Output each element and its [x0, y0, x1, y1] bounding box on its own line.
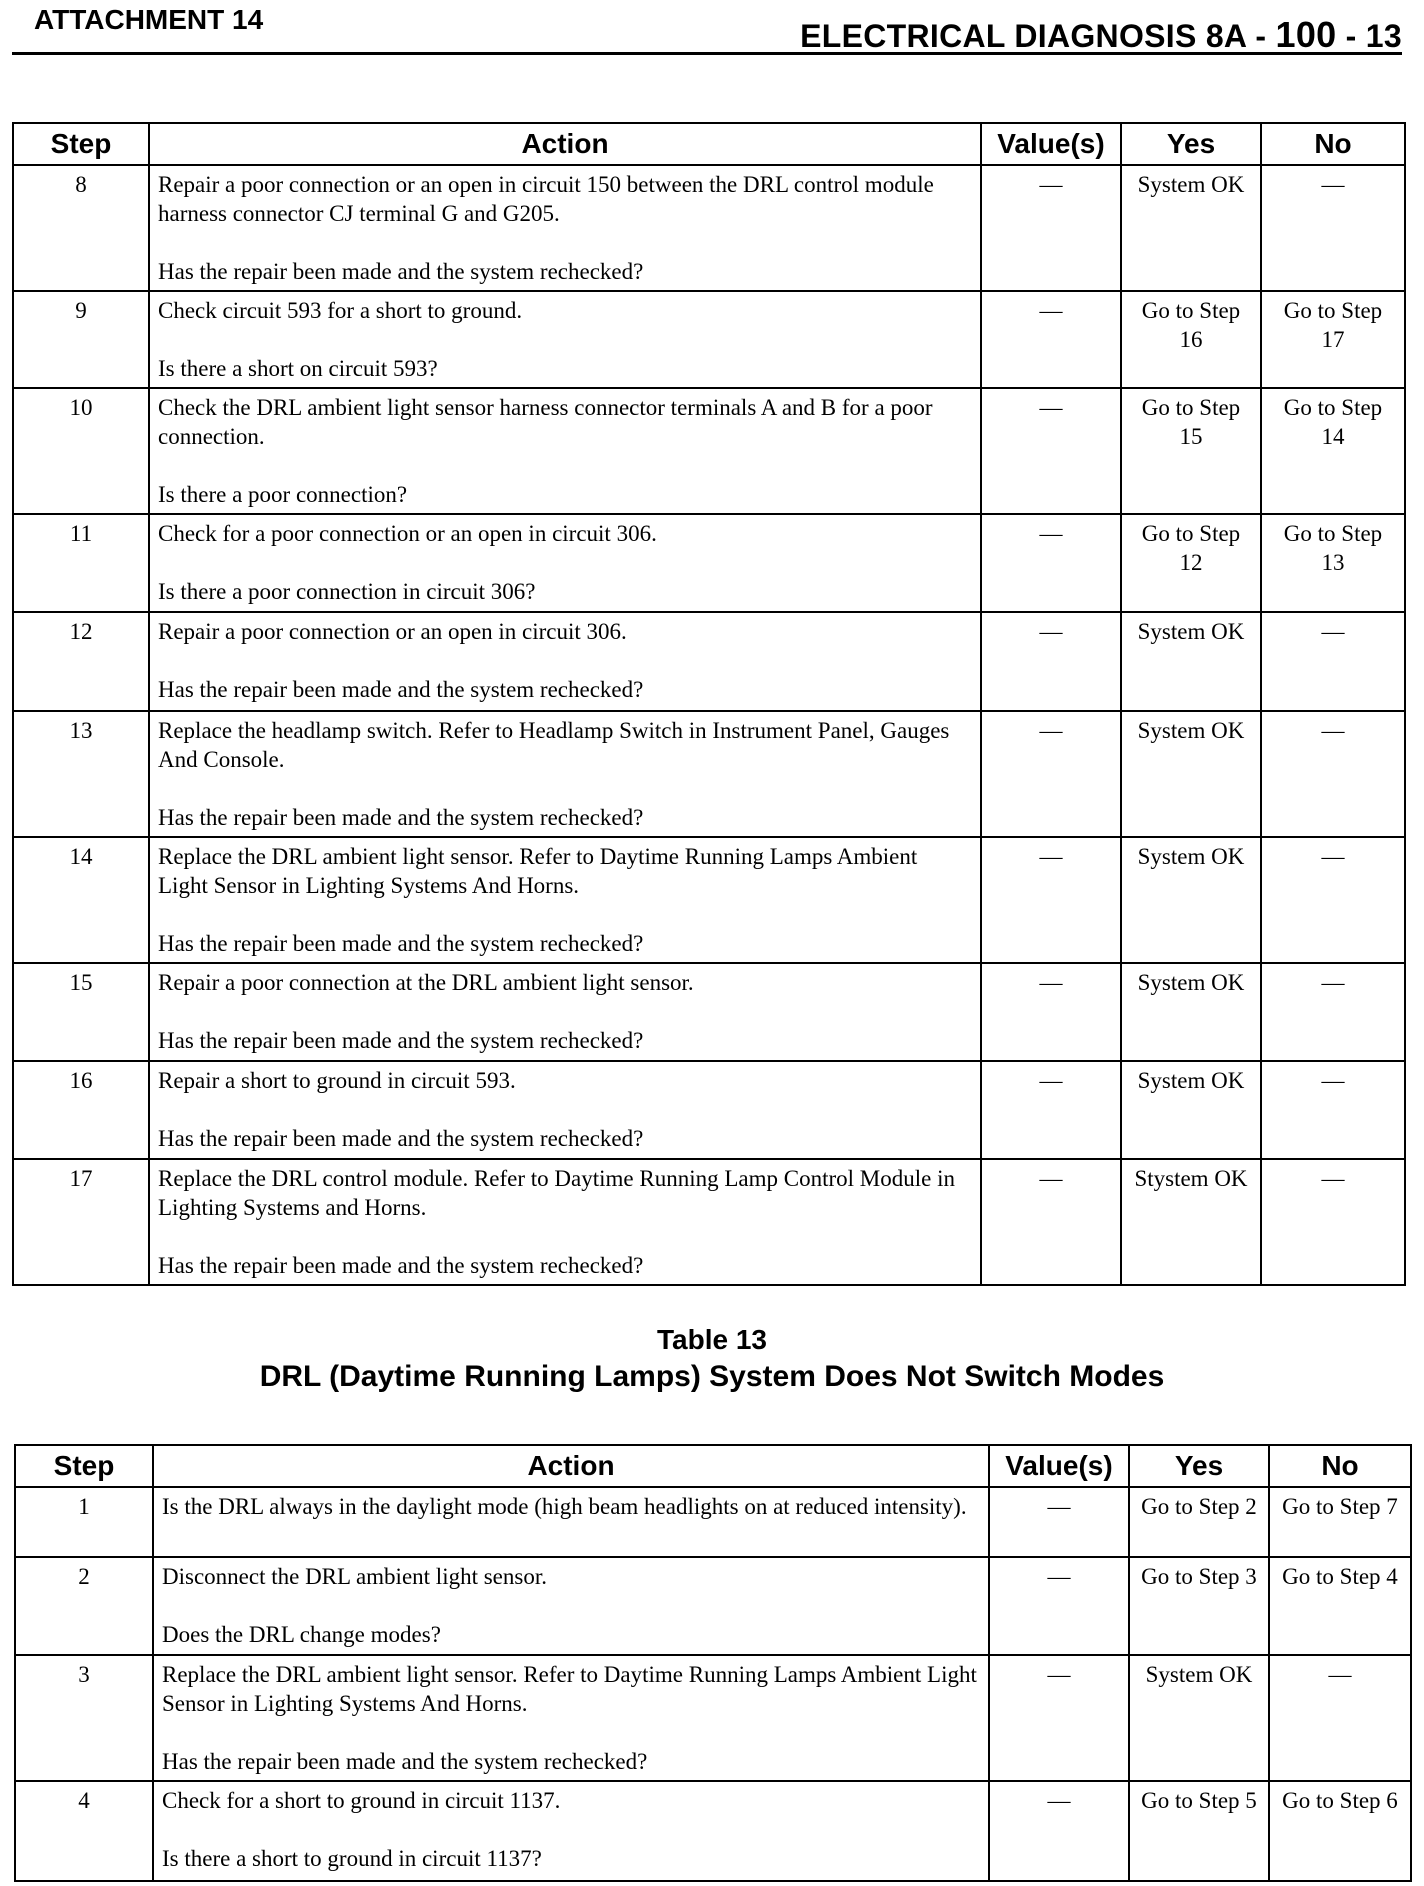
- value-cell: —: [981, 711, 1121, 837]
- action-question: Has the repair been made and the system rechecked?: [158, 1126, 644, 1151]
- table-header-row: [15, 1445, 1411, 1487]
- value-cell: —: [981, 514, 1121, 612]
- action-question: Has the repair been made and the system rechecked?: [158, 677, 644, 702]
- table-row: [13, 711, 1405, 837]
- header-step: Step: [13, 123, 149, 165]
- no-cell: —: [1261, 1159, 1405, 1285]
- value-cell: —: [981, 837, 1121, 963]
- header-step: Step: [15, 1445, 153, 1487]
- yes-cell: Go to Step 12: [1121, 514, 1261, 612]
- value-cell: —: [989, 1557, 1129, 1655]
- table-row: [13, 388, 1405, 514]
- action-cell: [149, 1159, 981, 1285]
- attachment-label: ATTACHMENT 14: [34, 4, 264, 35]
- step-cell: 11: [13, 514, 149, 612]
- no-cell: Go to Step 6: [1269, 1781, 1411, 1881]
- header-values: Value(s): [989, 1445, 1129, 1487]
- action-cell: [149, 612, 981, 711]
- no-cell: Go to Step 13: [1261, 514, 1405, 612]
- no-cell: —: [1261, 165, 1405, 291]
- value-cell: —: [981, 165, 1121, 291]
- action-question: Has the repair been made and the system rechecked?: [162, 1749, 648, 1774]
- action-question: Is there a poor connection in circuit 306?: [158, 579, 536, 604]
- value-cell: —: [989, 1781, 1129, 1881]
- action-question: Has the repair been made and the system rechecked?: [158, 805, 644, 830]
- action-question: Has the repair been made and the system rechecked?: [158, 259, 644, 284]
- yes-cell: System OK: [1121, 963, 1261, 1061]
- header-action: Action: [149, 123, 981, 165]
- action-question: Does the DRL change modes?: [162, 1622, 441, 1647]
- step-cell: 8: [13, 165, 149, 291]
- step-cell: 1: [15, 1487, 153, 1557]
- header-no: No: [1261, 123, 1405, 165]
- action-text: Replace the DRL ambient light sensor. Refer to Daytime Running Lamps Ambient Light Sensor in Lighting Systems And Horns.: [162, 1662, 977, 1716]
- table-header-row: [13, 123, 1405, 165]
- no-cell: —: [1269, 1655, 1411, 1781]
- section-heading-text: ELECTRICAL DIAGNOSIS 8A -: [800, 18, 1276, 54]
- table-1-body: [13, 165, 1405, 1285]
- value-cell: —: [989, 1487, 1129, 1557]
- action-text: Repair a poor connection at the DRL ambient light sensor.: [158, 970, 694, 995]
- no-cell: Go to Step 14: [1261, 388, 1405, 514]
- table-row: [13, 612, 1405, 711]
- action-cell: [149, 963, 981, 1061]
- section-heading: [800, 14, 1402, 56]
- action-question: Is there a poor connection?: [158, 482, 408, 507]
- table-row: [13, 165, 1405, 291]
- action-text: Check for a poor connection or an open in circuit 306.: [158, 521, 657, 546]
- table-13-body: [15, 1487, 1411, 1881]
- table-row: [13, 1159, 1405, 1285]
- section-heading-tail: - 13: [1336, 18, 1402, 54]
- action-cell: [149, 514, 981, 612]
- yes-cell: Go to Step 15: [1121, 388, 1261, 514]
- action-text: Replace the DRL ambient light sensor. Refer to Daytime Running Lamps Ambient Light Sensor in Lighting Systems And Horns.: [158, 844, 918, 898]
- action-cell: [153, 1557, 989, 1655]
- no-cell: —: [1261, 963, 1405, 1061]
- header-no: No: [1269, 1445, 1411, 1487]
- yes-cell: Go to Step 5: [1129, 1781, 1269, 1881]
- action-text: Replace the DRL control module. Refer to Daytime Running Lamp Control Module in Lighting Systems and Horns.: [158, 1166, 955, 1220]
- action-cell: [149, 291, 981, 388]
- action-text: Repair a poor connection or an open in circuit 150 between the DRL control module harness connector CJ terminal G and G205.: [158, 172, 934, 226]
- action-cell: [149, 711, 981, 837]
- step-cell: 2: [15, 1557, 153, 1655]
- yes-cell: Stystem OK: [1121, 1159, 1261, 1285]
- action-cell: [153, 1487, 989, 1557]
- yes-cell: System OK: [1121, 837, 1261, 963]
- value-cell: —: [981, 291, 1121, 388]
- action-text: Check for a short to ground in circuit 1137.: [162, 1788, 561, 1813]
- action-question: Has the repair been made and the system rechecked?: [158, 1253, 644, 1278]
- table-row: [15, 1655, 1411, 1781]
- action-text: Check circuit 593 for a short to ground.: [158, 298, 523, 323]
- section-heading-page: 100: [1275, 14, 1337, 55]
- action-text: Is the DRL always in the daylight mode (high beam headlights on at reduced intensity).: [162, 1494, 967, 1519]
- diagnostic-table-1: [12, 122, 1406, 1286]
- no-cell: Go to Step 7: [1269, 1487, 1411, 1557]
- table-row: [13, 837, 1405, 963]
- value-cell: —: [981, 963, 1121, 1061]
- yes-cell: Go to Step 16: [1121, 291, 1261, 388]
- step-cell: 9: [13, 291, 149, 388]
- table-row: [13, 291, 1405, 388]
- action-cell: [153, 1655, 989, 1781]
- step-cell: 3: [15, 1655, 153, 1781]
- yes-cell: System OK: [1129, 1655, 1269, 1781]
- yes-cell: System OK: [1121, 711, 1261, 837]
- no-cell: —: [1261, 1061, 1405, 1159]
- value-cell: —: [981, 388, 1121, 514]
- no-cell: Go to Step 4: [1269, 1557, 1411, 1655]
- diagnostic-table-13: [14, 1444, 1412, 1882]
- table-13-number: Table 13: [657, 1324, 767, 1355]
- table-row: [15, 1557, 1411, 1655]
- no-cell: —: [1261, 612, 1405, 711]
- value-cell: —: [981, 1061, 1121, 1159]
- action-cell: [149, 1061, 981, 1159]
- action-cell: [149, 165, 981, 291]
- action-cell: [149, 837, 981, 963]
- step-cell: 10: [13, 388, 149, 514]
- no-cell: —: [1261, 711, 1405, 837]
- action-text: Disconnect the DRL ambient light sensor.: [162, 1564, 547, 1589]
- action-question: Has the repair been made and the system rechecked?: [158, 1028, 644, 1053]
- action-cell: [153, 1781, 989, 1881]
- step-cell: 15: [13, 963, 149, 1061]
- table-row: [13, 1061, 1405, 1159]
- table-13-title: DRL (Daytime Running Lamps) System Does Not Switch Modes: [259, 1360, 1165, 1393]
- table-row: [15, 1487, 1411, 1557]
- header-yes: Yes: [1129, 1445, 1269, 1487]
- header-rule: [12, 52, 1402, 55]
- action-question: Is there a short to ground in circuit 1137?: [162, 1846, 542, 1871]
- table-row: [13, 963, 1405, 1061]
- yes-cell: Go to Step 3: [1129, 1557, 1269, 1655]
- yes-cell: System OK: [1121, 1061, 1261, 1159]
- value-cell: —: [989, 1655, 1129, 1781]
- value-cell: —: [981, 612, 1121, 711]
- action-cell: [149, 388, 981, 514]
- step-cell: 14: [13, 837, 149, 963]
- step-cell: 17: [13, 1159, 149, 1285]
- action-text: Replace the headlamp switch. Refer to Headlamp Switch in Instrument Panel, Gauges And Console.: [158, 718, 950, 772]
- step-cell: 4: [15, 1781, 153, 1881]
- value-cell: —: [981, 1159, 1121, 1285]
- step-cell: 13: [13, 711, 149, 837]
- step-cell: 16: [13, 1061, 149, 1159]
- yes-cell: Go to Step 2: [1129, 1487, 1269, 1557]
- header-action: Action: [153, 1445, 989, 1487]
- action-text: Repair a short to ground in circuit 593.: [158, 1068, 516, 1093]
- action-question: Has the repair been made and the system rechecked?: [158, 931, 644, 956]
- action-text: Check the DRL ambient light sensor harness connector terminals A and B for a poor connection.: [158, 395, 933, 449]
- header-yes: Yes: [1121, 123, 1261, 165]
- table-row: [15, 1781, 1411, 1881]
- action-question: Is there a short on circuit 593?: [158, 356, 438, 381]
- header-values: Value(s): [981, 123, 1121, 165]
- table-row: [13, 514, 1405, 612]
- action-text: Repair a poor connection or an open in circuit 306.: [158, 619, 627, 644]
- yes-cell: System OK: [1121, 612, 1261, 711]
- step-cell: 12: [13, 612, 149, 711]
- no-cell: —: [1261, 837, 1405, 963]
- yes-cell: System OK: [1121, 165, 1261, 291]
- no-cell: Go to Step 17: [1261, 291, 1405, 388]
